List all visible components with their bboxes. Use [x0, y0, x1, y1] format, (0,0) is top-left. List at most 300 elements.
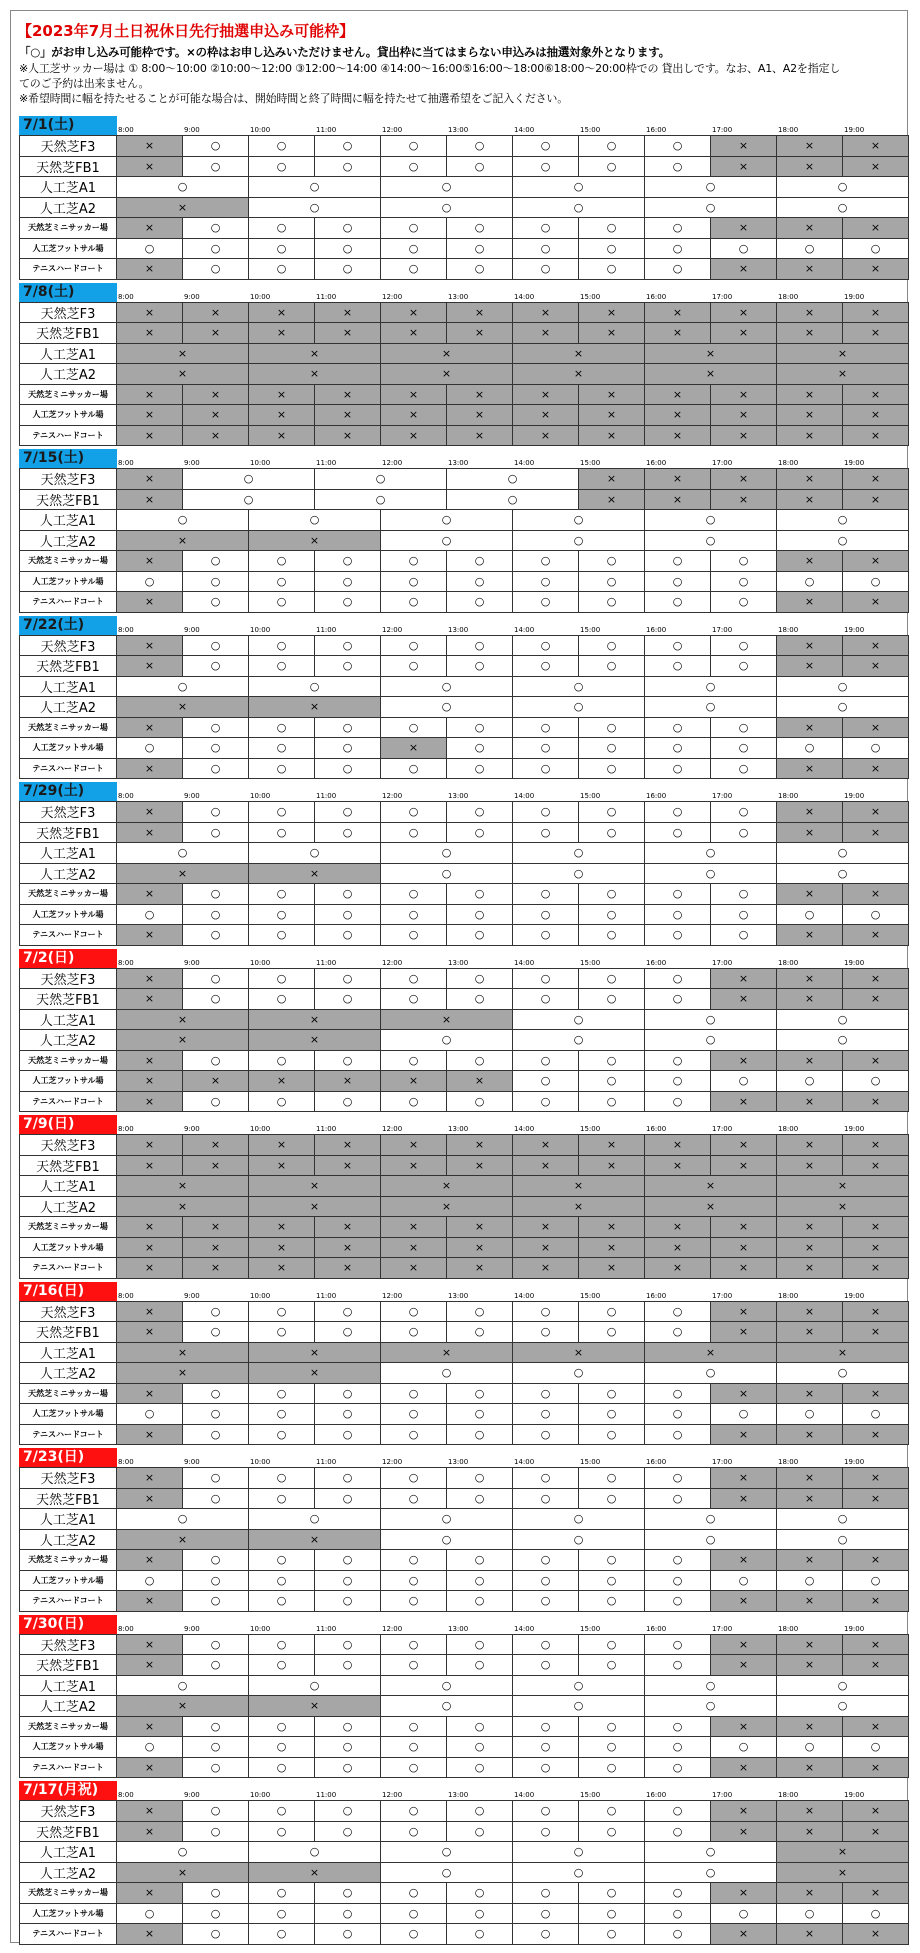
available-slot[interactable] [446, 1590, 513, 1612]
available-slot[interactable] [842, 571, 909, 593]
available-slot[interactable] [380, 904, 447, 926]
available-slot[interactable] [776, 1362, 909, 1384]
available-slot[interactable] [380, 1508, 513, 1530]
available-slot[interactable] [578, 822, 645, 844]
available-slot[interactable] [248, 1570, 315, 1592]
available-slot[interactable] [182, 801, 249, 823]
available-slot[interactable] [776, 737, 843, 759]
available-slot[interactable] [776, 176, 909, 198]
available-slot[interactable] [446, 591, 513, 613]
available-slot[interactable] [578, 1882, 645, 1904]
available-slot[interactable] [776, 530, 909, 552]
available-slot[interactable] [644, 1590, 711, 1612]
available-slot[interactable] [380, 571, 447, 593]
available-slot[interactable] [248, 1923, 315, 1945]
available-slot[interactable] [512, 1821, 579, 1843]
available-slot[interactable] [248, 1736, 315, 1758]
available-slot[interactable] [446, 238, 513, 260]
available-slot[interactable] [710, 1403, 777, 1425]
available-slot[interactable] [446, 1903, 513, 1925]
available-slot[interactable] [314, 1467, 381, 1489]
available-slot[interactable] [248, 1716, 315, 1738]
available-slot[interactable] [248, 737, 315, 759]
available-slot[interactable] [776, 863, 909, 885]
available-slot[interactable] [446, 468, 579, 490]
available-slot[interactable] [248, 1800, 315, 1822]
available-slot[interactable] [314, 988, 381, 1010]
available-slot[interactable] [182, 1800, 249, 1822]
available-slot[interactable] [182, 571, 249, 593]
available-slot[interactable] [578, 1923, 645, 1945]
available-slot[interactable] [116, 1508, 249, 1530]
available-slot[interactable] [116, 1736, 183, 1758]
available-slot[interactable] [644, 1362, 777, 1384]
available-slot[interactable] [776, 1675, 909, 1697]
available-slot[interactable] [116, 737, 183, 759]
available-slot[interactable] [578, 968, 645, 990]
available-slot[interactable] [512, 1841, 645, 1863]
available-slot[interactable] [578, 1903, 645, 1925]
available-slot[interactable] [182, 217, 249, 239]
available-slot[interactable] [314, 717, 381, 739]
available-slot[interactable] [380, 924, 447, 946]
available-slot[interactable] [842, 1736, 909, 1758]
available-slot[interactable] [248, 1549, 315, 1571]
available-slot[interactable] [380, 635, 447, 657]
available-slot[interactable] [248, 197, 381, 219]
available-slot[interactable] [512, 1923, 579, 1945]
available-slot[interactable] [578, 1050, 645, 1072]
available-slot[interactable] [116, 1675, 249, 1697]
available-slot[interactable] [512, 258, 579, 280]
available-slot[interactable] [314, 468, 447, 490]
available-slot[interactable] [512, 1529, 645, 1551]
available-slot[interactable] [644, 1695, 777, 1717]
available-slot[interactable] [644, 1424, 711, 1446]
available-slot[interactable] [512, 1029, 645, 1051]
available-slot[interactable] [446, 1467, 513, 1489]
available-slot[interactable] [248, 1383, 315, 1405]
available-slot[interactable] [116, 676, 249, 698]
available-slot[interactable] [182, 737, 249, 759]
available-slot[interactable] [182, 1321, 249, 1343]
available-slot[interactable] [446, 1383, 513, 1405]
available-slot[interactable] [776, 1570, 843, 1592]
available-slot[interactable] [446, 1488, 513, 1510]
available-slot[interactable] [446, 635, 513, 657]
available-slot[interactable] [710, 904, 777, 926]
available-slot[interactable] [710, 591, 777, 613]
available-slot[interactable] [644, 1383, 711, 1405]
available-slot[interactable] [578, 801, 645, 823]
available-slot[interactable] [578, 1800, 645, 1822]
available-slot[interactable] [380, 883, 447, 905]
available-slot[interactable] [182, 1590, 249, 1612]
available-slot[interactable] [248, 258, 315, 280]
available-slot[interactable] [512, 591, 579, 613]
available-slot[interactable] [314, 1923, 381, 1945]
available-slot[interactable] [314, 1050, 381, 1072]
available-slot[interactable] [314, 1757, 381, 1779]
available-slot[interactable] [512, 1570, 579, 1592]
available-slot[interactable] [578, 1321, 645, 1343]
available-slot[interactable] [314, 258, 381, 280]
available-slot[interactable] [710, 758, 777, 780]
available-slot[interactable] [182, 1654, 249, 1676]
available-slot[interactable] [578, 238, 645, 260]
available-slot[interactable] [446, 1091, 513, 1113]
available-slot[interactable] [182, 468, 315, 490]
available-slot[interactable] [644, 1301, 711, 1323]
available-slot[interactable] [314, 737, 381, 759]
available-slot[interactable] [248, 988, 315, 1010]
available-slot[interactable] [710, 1070, 777, 1092]
available-slot[interactable] [380, 842, 513, 864]
available-slot[interactable] [380, 696, 513, 718]
available-slot[interactable] [380, 1695, 513, 1717]
available-slot[interactable] [578, 924, 645, 946]
available-slot[interactable] [314, 1321, 381, 1343]
available-slot[interactable] [248, 1654, 315, 1676]
available-slot[interactable] [512, 676, 645, 698]
available-slot[interactable] [578, 1736, 645, 1758]
available-slot[interactable] [446, 489, 579, 511]
available-slot[interactable] [578, 156, 645, 178]
available-slot[interactable] [314, 1800, 381, 1822]
available-slot[interactable] [380, 1301, 447, 1323]
available-slot[interactable] [380, 509, 513, 531]
available-slot[interactable] [776, 1029, 909, 1051]
available-slot[interactable] [182, 1923, 249, 1945]
available-slot[interactable] [644, 550, 711, 572]
available-slot[interactable] [512, 822, 579, 844]
available-slot[interactable] [776, 1695, 909, 1717]
available-slot[interactable] [116, 842, 249, 864]
available-slot[interactable] [644, 924, 711, 946]
available-slot[interactable] [710, 924, 777, 946]
available-slot[interactable] [578, 1634, 645, 1656]
available-slot[interactable] [776, 676, 909, 698]
available-slot[interactable] [578, 217, 645, 239]
available-slot[interactable] [710, 238, 777, 260]
available-slot[interactable] [182, 550, 249, 572]
available-slot[interactable] [710, 717, 777, 739]
available-slot[interactable] [512, 1091, 579, 1113]
available-slot[interactable] [644, 530, 777, 552]
available-slot[interactable] [578, 591, 645, 613]
available-slot[interactable] [512, 968, 579, 990]
available-slot[interactable] [314, 135, 381, 157]
available-slot[interactable] [578, 1821, 645, 1843]
available-slot[interactable] [380, 1841, 513, 1863]
available-slot[interactable] [644, 1321, 711, 1343]
available-slot[interactable] [446, 1923, 513, 1945]
available-slot[interactable] [710, 1903, 777, 1925]
available-slot[interactable] [380, 1321, 447, 1343]
available-slot[interactable] [446, 1050, 513, 1072]
available-slot[interactable] [380, 550, 447, 572]
available-slot[interactable] [776, 1070, 843, 1092]
available-slot[interactable] [644, 822, 711, 844]
available-slot[interactable] [578, 1570, 645, 1592]
available-slot[interactable] [578, 1654, 645, 1676]
available-slot[interactable] [644, 509, 777, 531]
available-slot[interactable] [248, 924, 315, 946]
available-slot[interactable] [248, 217, 315, 239]
available-slot[interactable] [776, 1903, 843, 1925]
available-slot[interactable] [380, 1590, 447, 1612]
available-slot[interactable] [248, 591, 315, 613]
available-slot[interactable] [644, 988, 711, 1010]
available-slot[interactable] [644, 801, 711, 823]
available-slot[interactable] [644, 758, 711, 780]
available-slot[interactable] [512, 1882, 579, 1904]
available-slot[interactable] [512, 1549, 579, 1571]
available-slot[interactable] [380, 1757, 447, 1779]
available-slot[interactable] [182, 1821, 249, 1843]
available-slot[interactable] [446, 717, 513, 739]
available-slot[interactable] [248, 1841, 381, 1863]
available-slot[interactable] [248, 801, 315, 823]
available-slot[interactable] [314, 550, 381, 572]
available-slot[interactable] [182, 1736, 249, 1758]
available-slot[interactable] [512, 717, 579, 739]
available-slot[interactable] [116, 571, 183, 593]
available-slot[interactable] [644, 1923, 711, 1945]
available-slot[interactable] [248, 156, 315, 178]
available-slot[interactable] [578, 655, 645, 677]
available-slot[interactable] [248, 717, 315, 739]
available-slot[interactable] [380, 801, 447, 823]
available-slot[interactable] [182, 1091, 249, 1113]
available-slot[interactable] [512, 696, 645, 718]
available-slot[interactable] [248, 676, 381, 698]
available-slot[interactable] [380, 717, 447, 739]
available-slot[interactable] [182, 1882, 249, 1904]
available-slot[interactable] [842, 238, 909, 260]
available-slot[interactable] [578, 1070, 645, 1092]
available-slot[interactable] [248, 1424, 315, 1446]
available-slot[interactable] [314, 655, 381, 677]
available-slot[interactable] [710, 571, 777, 593]
available-slot[interactable] [446, 655, 513, 677]
available-slot[interactable] [314, 924, 381, 946]
available-slot[interactable] [578, 550, 645, 572]
available-slot[interactable] [644, 1862, 777, 1884]
available-slot[interactable] [248, 635, 315, 657]
available-slot[interactable] [644, 1903, 711, 1925]
available-slot[interactable] [512, 1862, 645, 1884]
available-slot[interactable] [776, 197, 909, 219]
available-slot[interactable] [380, 238, 447, 260]
available-slot[interactable] [380, 1923, 447, 1945]
available-slot[interactable] [776, 696, 909, 718]
available-slot[interactable] [644, 1488, 711, 1510]
available-slot[interactable] [116, 509, 249, 531]
available-slot[interactable] [380, 758, 447, 780]
available-slot[interactable] [512, 1424, 579, 1446]
available-slot[interactable] [446, 1716, 513, 1738]
available-slot[interactable] [380, 863, 513, 885]
available-slot[interactable] [512, 1736, 579, 1758]
available-slot[interactable] [644, 1882, 711, 1904]
available-slot[interactable] [182, 924, 249, 946]
available-slot[interactable] [644, 258, 711, 280]
available-slot[interactable] [314, 1091, 381, 1113]
available-slot[interactable] [710, 801, 777, 823]
available-slot[interactable] [314, 822, 381, 844]
available-slot[interactable] [182, 1716, 249, 1738]
available-slot[interactable] [578, 635, 645, 657]
available-slot[interactable] [116, 904, 183, 926]
available-slot[interactable] [446, 135, 513, 157]
available-slot[interactable] [446, 1800, 513, 1822]
available-slot[interactable] [644, 238, 711, 260]
available-slot[interactable] [512, 1009, 645, 1031]
available-slot[interactable] [512, 1383, 579, 1405]
available-slot[interactable] [776, 1508, 909, 1530]
available-slot[interactable] [644, 1029, 777, 1051]
available-slot[interactable] [710, 1736, 777, 1758]
available-slot[interactable] [644, 635, 711, 657]
available-slot[interactable] [644, 737, 711, 759]
available-slot[interactable] [248, 904, 315, 926]
available-slot[interactable] [314, 635, 381, 657]
available-slot[interactable] [314, 1634, 381, 1656]
available-slot[interactable] [644, 1070, 711, 1092]
available-slot[interactable] [314, 758, 381, 780]
available-slot[interactable] [710, 550, 777, 572]
available-slot[interactable] [512, 1362, 645, 1384]
available-slot[interactable] [776, 842, 909, 864]
available-slot[interactable] [380, 968, 447, 990]
available-slot[interactable] [710, 655, 777, 677]
available-slot[interactable] [248, 842, 381, 864]
available-slot[interactable] [182, 1424, 249, 1446]
available-slot[interactable] [248, 758, 315, 780]
available-slot[interactable] [248, 1821, 315, 1843]
available-slot[interactable] [512, 758, 579, 780]
available-slot[interactable] [710, 822, 777, 844]
available-slot[interactable] [380, 1050, 447, 1072]
available-slot[interactable] [578, 1091, 645, 1113]
available-slot[interactable] [512, 863, 645, 885]
available-slot[interactable] [182, 635, 249, 657]
available-slot[interactable] [116, 238, 183, 260]
available-slot[interactable] [842, 904, 909, 926]
available-slot[interactable] [578, 1757, 645, 1779]
available-slot[interactable] [578, 571, 645, 593]
available-slot[interactable] [512, 550, 579, 572]
available-slot[interactable] [512, 1695, 645, 1717]
available-slot[interactable] [446, 1321, 513, 1343]
available-slot[interactable] [644, 883, 711, 905]
available-slot[interactable] [380, 176, 513, 198]
available-slot[interactable] [446, 1549, 513, 1571]
available-slot[interactable] [380, 258, 447, 280]
available-slot[interactable] [182, 1488, 249, 1510]
available-slot[interactable] [380, 1716, 447, 1738]
available-slot[interactable] [842, 1570, 909, 1592]
available-slot[interactable] [314, 489, 447, 511]
available-slot[interactable] [578, 883, 645, 905]
available-slot[interactable] [512, 530, 645, 552]
available-slot[interactable] [446, 258, 513, 280]
available-slot[interactable] [182, 1383, 249, 1405]
available-slot[interactable] [314, 156, 381, 178]
available-slot[interactable] [182, 238, 249, 260]
available-slot[interactable] [578, 1488, 645, 1510]
available-slot[interactable] [380, 1634, 447, 1656]
available-slot[interactable] [248, 1403, 315, 1425]
available-slot[interactable] [578, 1467, 645, 1489]
available-slot[interactable] [512, 135, 579, 157]
available-slot[interactable] [116, 176, 249, 198]
available-slot[interactable] [512, 883, 579, 905]
available-slot[interactable] [512, 924, 579, 946]
available-slot[interactable] [446, 1403, 513, 1425]
available-slot[interactable] [314, 1424, 381, 1446]
available-slot[interactable] [578, 758, 645, 780]
available-slot[interactable] [380, 1403, 447, 1425]
available-slot[interactable] [512, 904, 579, 926]
available-slot[interactable] [512, 156, 579, 178]
available-slot[interactable] [710, 737, 777, 759]
available-slot[interactable] [644, 968, 711, 990]
available-slot[interactable] [314, 1736, 381, 1758]
available-slot[interactable] [182, 258, 249, 280]
available-slot[interactable] [314, 591, 381, 613]
available-slot[interactable] [380, 1736, 447, 1758]
available-slot[interactable] [380, 1675, 513, 1697]
available-slot[interactable] [446, 904, 513, 926]
available-slot[interactable] [446, 801, 513, 823]
available-slot[interactable] [512, 801, 579, 823]
available-slot[interactable] [248, 1091, 315, 1113]
available-slot[interactable] [578, 1383, 645, 1405]
available-slot[interactable] [512, 1321, 579, 1343]
available-slot[interactable] [644, 676, 777, 698]
available-slot[interactable] [380, 1570, 447, 1592]
available-slot[interactable] [842, 1903, 909, 1925]
available-slot[interactable] [512, 217, 579, 239]
available-slot[interactable] [446, 1882, 513, 1904]
available-slot[interactable] [182, 655, 249, 677]
available-slot[interactable] [644, 1403, 711, 1425]
available-slot[interactable] [644, 1821, 711, 1843]
available-slot[interactable] [248, 968, 315, 990]
available-slot[interactable] [644, 1050, 711, 1072]
available-slot[interactable] [512, 1508, 645, 1530]
available-slot[interactable] [644, 197, 777, 219]
available-slot[interactable] [512, 1654, 579, 1676]
available-slot[interactable] [314, 1403, 381, 1425]
available-slot[interactable] [314, 1301, 381, 1323]
available-slot[interactable] [248, 1050, 315, 1072]
available-slot[interactable] [644, 717, 711, 739]
available-slot[interactable] [446, 758, 513, 780]
available-slot[interactable] [512, 1716, 579, 1738]
available-slot[interactable] [182, 822, 249, 844]
available-slot[interactable] [182, 1050, 249, 1072]
available-slot[interactable] [776, 904, 843, 926]
available-slot[interactable] [578, 1301, 645, 1323]
available-slot[interactable] [182, 135, 249, 157]
available-slot[interactable] [644, 176, 777, 198]
available-slot[interactable] [380, 135, 447, 157]
available-slot[interactable] [182, 1403, 249, 1425]
available-slot[interactable] [380, 1862, 513, 1884]
